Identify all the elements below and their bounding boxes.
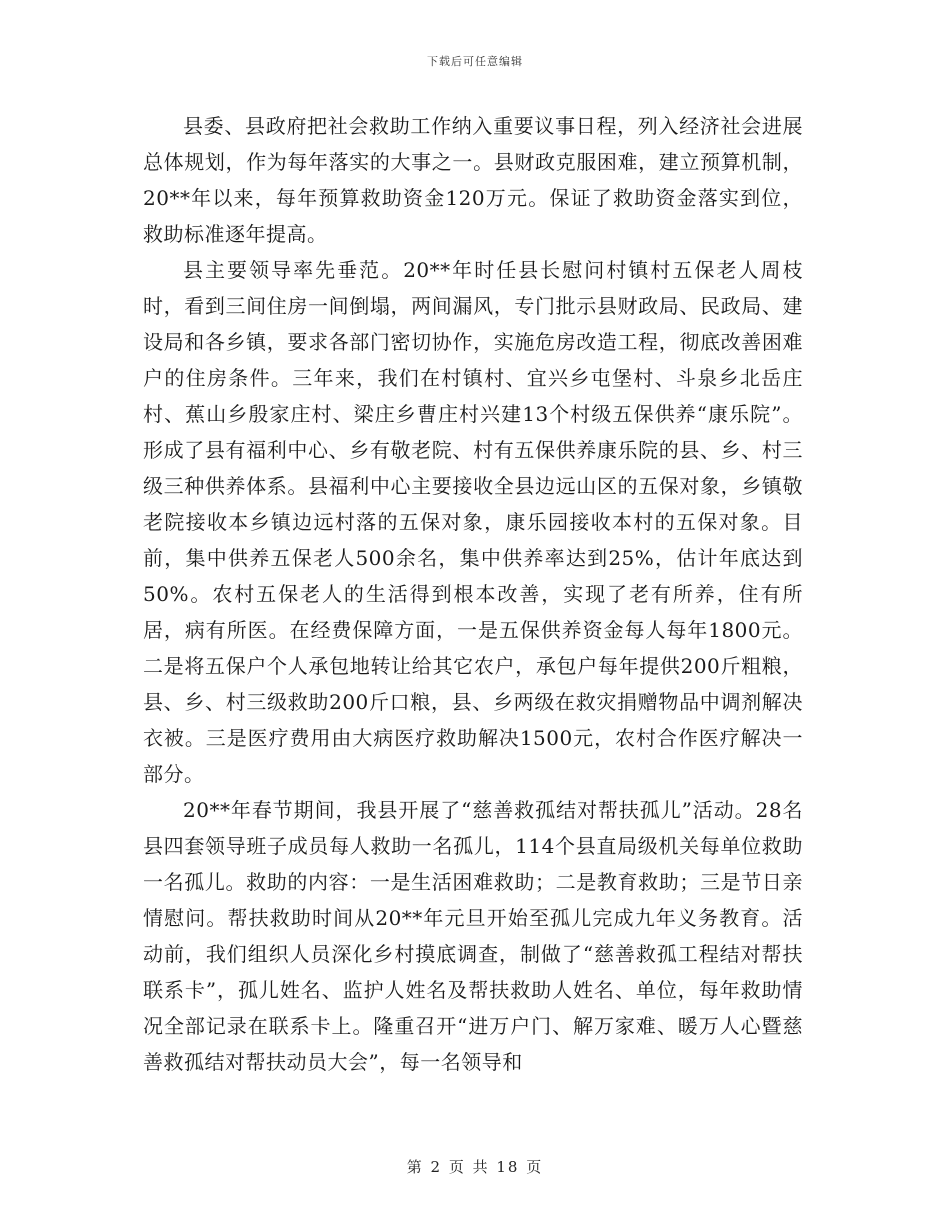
page-footer: 第 2 页 共 18 页 <box>406 1158 544 1176</box>
paragraph-1: 县委、县政府把社会救助工作纳入重要议事日程，列入经济社会进展总体规划，作为每年落实的大事之一。县财政克服困难，建立预算机制，20**年以来，每年预算救助资金120万元。保证了救助资金落实到位，救助标准逐年提高。 <box>143 114 803 246</box>
paragraph-3: 20**年春节期间，我县开展了“慈善救孤结对帮扶孤儿”活动。28名县四套领导班子成员每人救助一名孤儿，114个县直局级机关每单位救助一名孤儿。救助的内容：一是生活困难救助；二是教育救助；三是节日亲情慰问。帮扶救助时间从20**年元旦开始至孤儿完成九年义务教育。活动前，我们组织人员深化乡村摸底调查，制做了“慈善救孤工程结对帮扶联系卡”，孤儿姓名、监护人姓名及帮扶救助人姓名、单位，每年救助情况全部记录在联系卡上。隆重召开“进万户门、解万家难、暖万人心暨慈善救孤结对帮扶动员大会”，每一名领导和 <box>143 798 803 1074</box>
header-note: 下载后可任意编辑 <box>427 55 523 68</box>
document-body <box>143 108 803 1080</box>
paragraph-2: 县主要领导率先垂范。20**年时任县长慰问村镇村五保老人周枝时，看到三间住房一间倒塌，两间漏风，专门批示县财政局、民政局、建设局和各乡镇，要求各部门密切协作，实施危房改造工程，彻底改善困难户的住房条件。三年来，我们在村镇村、宜兴乡屯堡村、斗泉乡北岳庄村、蕉山乡殷家庄村、梁庄乡曹庄村兴建13个村级五保供养“康乐院”。形成了县有福利中心、乡有敬老院、村有五保供养康乐院的县、乡、村三级三种供养体系。县福利中心主要接收全县边远山区的五保对象，乡镇敬老院接收本乡镇边远村落的五保对象，康乐园接收本村的五保对象。目前，集中供养五保老人500余名，集中供养率达到25%，估计年底达到50%。农村五保老人的生活得到根本改善，实现了老有所养，住有所居，病有所医。在经费保障方面，一是五保供养资金每人每年1800元。二是将五保户个人承包地转让给其它农户，承包户每年提供200斤粗粮，县、乡、村三级救助200斤口粮，县、乡两级在救灾捐赠物品中调剂解决衣被。三是医疗费用由大病医疗救助解决1500元，农村合作医疗解决一部分。 <box>143 258 803 786</box>
